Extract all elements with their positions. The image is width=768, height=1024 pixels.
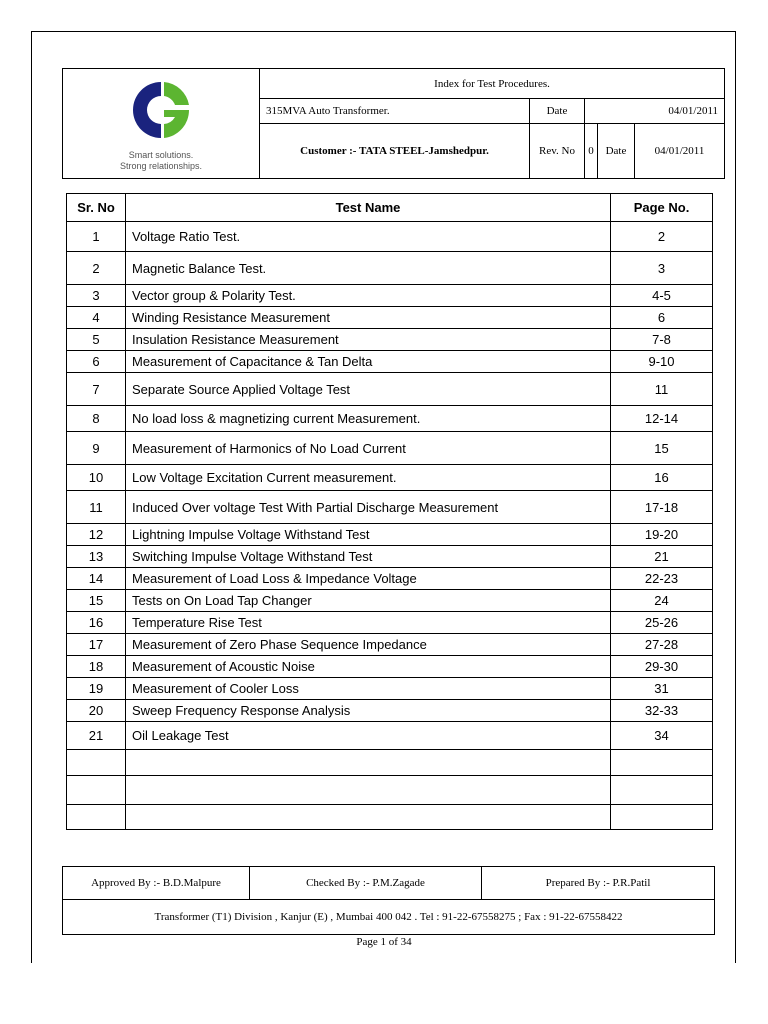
prepared-by: Prepared By :- P.R.Patil	[482, 867, 715, 900]
table-row	[67, 634, 713, 656]
table-row	[67, 252, 713, 285]
row-page-no: 11	[611, 373, 713, 406]
row-page-no: 19-20	[611, 524, 713, 546]
row-test-name: Temperature Rise Test	[126, 612, 611, 634]
row-srno: 1	[67, 222, 126, 252]
logo-tagline-1: Smart solutions.	[128, 150, 194, 160]
row-page-no: 3	[611, 252, 713, 285]
row-test-name: Measurement of Zero Phase Sequence Impedance	[126, 634, 611, 656]
empty-row	[67, 750, 713, 776]
row-srno: 13	[67, 546, 126, 568]
row-srno: 6	[67, 351, 126, 373]
empty-cell	[611, 805, 713, 830]
table-row	[67, 678, 713, 700]
row-page-no: 22-23	[611, 568, 713, 590]
row-test-name: Voltage Ratio Test.	[126, 222, 611, 252]
row-page-no: 31	[611, 678, 713, 700]
date2-value: 04/01/2011	[635, 124, 725, 179]
row-page-no: 29-30	[611, 656, 713, 678]
row-srno: 18	[67, 656, 126, 678]
empty-cell	[126, 776, 611, 805]
date-label: Date	[530, 99, 585, 124]
page-number: Page 1 of 34	[356, 936, 412, 948]
table-row	[67, 465, 713, 491]
table-row	[67, 722, 713, 750]
table-row	[67, 612, 713, 634]
row-srno: 19	[67, 678, 126, 700]
row-test-name: Winding Resistance Measurement	[126, 307, 611, 329]
row-test-name: Measurement of Load Loss & Impedance Voltage	[126, 568, 611, 590]
row-srno: 3	[67, 285, 126, 307]
row-srno: 5	[67, 329, 126, 351]
row-test-name: Oil Leakage Test	[126, 722, 611, 750]
row-test-name: Magnetic Balance Test.	[126, 252, 611, 285]
empty-cell	[611, 776, 713, 805]
empty-cell	[126, 750, 611, 776]
empty-cell	[67, 750, 126, 776]
row-srno: 12	[67, 524, 126, 546]
logo-green-g	[164, 110, 189, 138]
logo-blue-arc	[133, 82, 161, 138]
row-test-name: Measurement of Capacitance & Tan Delta	[126, 351, 611, 373]
empty-cell	[67, 776, 126, 805]
row-test-name: Lightning Impulse Voltage Withstand Test	[126, 524, 611, 546]
table-header-row	[67, 194, 713, 222]
table-row	[67, 222, 713, 252]
row-page-no: 17-18	[611, 491, 713, 524]
company-address: Transformer (T1) Division , Kanjur (E) , Mumbai 400 042 . Tel : 91-22-67558275 ; Fax : 91-22-67558422	[63, 900, 715, 935]
row-page-no: 4-5	[611, 285, 713, 307]
date2-label: Date	[598, 124, 635, 179]
customer-name: Customer :- TATA STEEL-Jamshedpur.	[260, 124, 530, 179]
approved-by: Approved By :- B.D.Malpure	[63, 867, 250, 900]
row-srno: 16	[67, 612, 126, 634]
empty-cell	[126, 805, 611, 830]
table-row	[67, 491, 713, 524]
row-test-name: Insulation Resistance Measurement	[126, 329, 611, 351]
row-page-no: 9-10	[611, 351, 713, 373]
row-srno: 20	[67, 700, 126, 722]
rev-value: 0	[585, 124, 598, 179]
row-test-name: Measurement of Cooler Loss	[126, 678, 611, 700]
table-row	[67, 700, 713, 722]
cg-logo-icon	[126, 75, 196, 145]
table-row	[67, 406, 713, 432]
document-header	[62, 68, 725, 179]
row-test-name: Low Voltage Excitation Current measurement.	[126, 465, 611, 491]
table-row	[67, 656, 713, 678]
row-page-no: 27-28	[611, 634, 713, 656]
date-value: 04/01/2011	[585, 99, 725, 124]
row-test-name: Sweep Frequency Response Analysis	[126, 700, 611, 722]
row-srno: 10	[67, 465, 126, 491]
row-test-name: Induced Over voltage Test With Partial Discharge Measurement	[126, 491, 611, 524]
rev-label: Rev. No	[530, 124, 585, 179]
table-body	[67, 222, 713, 830]
table-row	[67, 590, 713, 612]
row-srno: 14	[67, 568, 126, 590]
row-page-no: 16	[611, 465, 713, 491]
logo-green-arc	[164, 82, 189, 105]
table-row	[67, 373, 713, 406]
row-srno: 15	[67, 590, 126, 612]
row-page-no: 34	[611, 722, 713, 750]
table-row	[67, 432, 713, 465]
row-page-no: 21	[611, 546, 713, 568]
row-test-name: Vector group & Polarity Test.	[126, 285, 611, 307]
row-srno: 17	[67, 634, 126, 656]
document-footer	[62, 866, 715, 935]
table-row	[67, 307, 713, 329]
empty-row	[67, 776, 713, 805]
row-page-no: 6	[611, 307, 713, 329]
row-page-no: 15	[611, 432, 713, 465]
row-srno: 2	[67, 252, 126, 285]
col-header-srno: Sr. No	[67, 194, 126, 222]
product-name: 315MVA Auto Transformer.	[260, 99, 530, 124]
row-page-no: 7-8	[611, 329, 713, 351]
row-srno: 21	[67, 722, 126, 750]
table-row	[67, 351, 713, 373]
col-header-page: Page No.	[611, 194, 713, 222]
logo-cell	[63, 69, 260, 179]
row-srno: 8	[67, 406, 126, 432]
page-title: Index for Test Procedures.	[260, 69, 725, 99]
table-row	[67, 524, 713, 546]
col-header-name: Test Name	[126, 194, 611, 222]
test-index-table	[66, 193, 713, 830]
empty-cell	[67, 805, 126, 830]
row-srno: 7	[67, 373, 126, 406]
row-srno: 11	[67, 491, 126, 524]
logo-tagline-2: Strong relationships.	[119, 161, 203, 171]
table-row	[67, 329, 713, 351]
empty-row	[67, 805, 713, 830]
row-page-no: 12-14	[611, 406, 713, 432]
table-row	[67, 568, 713, 590]
row-test-name: Separate Source Applied Voltage Test	[126, 373, 611, 406]
row-test-name: Tests on On Load Tap Changer	[126, 590, 611, 612]
row-page-no: 24	[611, 590, 713, 612]
row-srno: 4	[67, 307, 126, 329]
row-srno: 9	[67, 432, 126, 465]
row-test-name: Switching Impulse Voltage Withstand Test	[126, 546, 611, 568]
row-page-no: 32-33	[611, 700, 713, 722]
empty-cell	[611, 750, 713, 776]
table-row	[67, 546, 713, 568]
row-page-no: 25-26	[611, 612, 713, 634]
table-row	[67, 285, 713, 307]
row-test-name: No load loss & magnetizing current Measurement.	[126, 406, 611, 432]
row-test-name: Measurement of Acoustic Noise	[126, 656, 611, 678]
checked-by: Checked By :- P.M.Zagade	[250, 867, 482, 900]
row-page-no: 2	[611, 222, 713, 252]
row-test-name: Measurement of Harmonics of No Load Current	[126, 432, 611, 465]
